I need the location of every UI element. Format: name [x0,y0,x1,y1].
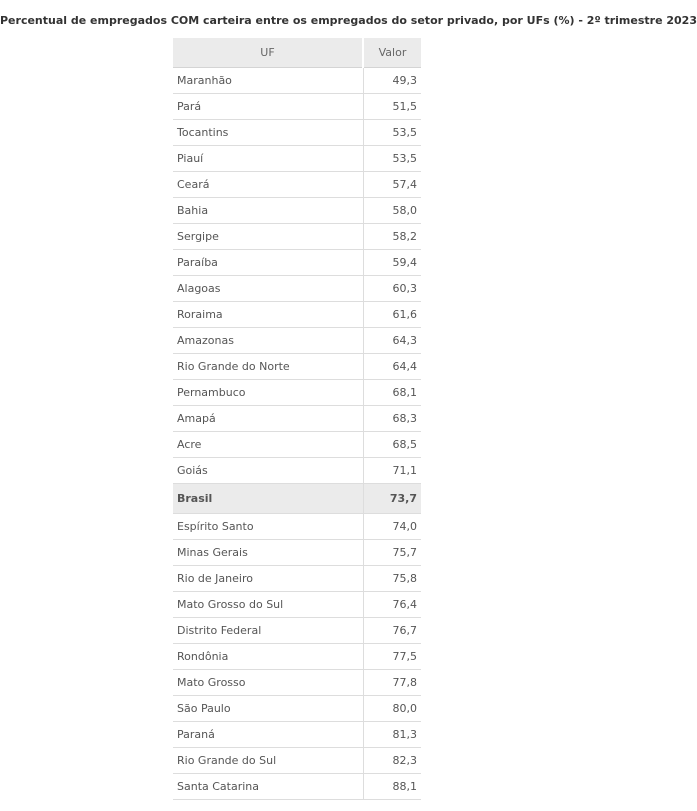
table-row [173,566,421,592]
table-row [173,406,421,432]
table-row [173,380,421,406]
table-row [173,250,421,276]
table-row [173,276,421,302]
cell-uf: Alagoas [173,276,363,302]
cell-uf: Paraíba [173,250,363,276]
cell-uf: Piauí [173,146,363,172]
cell-uf: Ceará [173,172,363,198]
table-row [173,302,421,328]
cell-uf: Amazonas [173,328,363,354]
cell-valor: 77,5 [363,644,421,670]
cell-uf: Rio Grande do Sul [173,748,363,774]
cell-uf: Paraná [173,722,363,748]
cell-valor: 75,7 [363,540,421,566]
table-row [173,458,421,484]
table-header-row [173,38,421,68]
table-row [173,722,421,748]
cell-uf: Mato Grosso [173,670,363,696]
cell-valor: 81,3 [363,722,421,748]
cell-valor: 59,4 [363,250,421,276]
table-row-highlight [173,484,421,514]
cell-uf: Minas Gerais [173,540,363,566]
cell-uf: Roraima [173,302,363,328]
table-row [173,432,421,458]
table-row [173,514,421,540]
cell-uf: Mato Grosso do Sul [173,592,363,618]
cell-uf: Rio Grande do Norte [173,354,363,380]
cell-valor: 77,8 [363,670,421,696]
table-body [173,68,421,800]
cell-valor: 53,5 [363,120,421,146]
cell-uf: Sergipe [173,224,363,250]
cell-uf: São Paulo [173,696,363,722]
cell-uf: Maranhão [173,68,363,94]
table-row [173,644,421,670]
cell-valor: 80,0 [363,696,421,722]
cell-uf: Tocantins [173,120,363,146]
cell-uf: Brasil [173,484,363,514]
table-row [173,146,421,172]
cell-valor: 58,0 [363,198,421,224]
column-header-valor[interactable]: Valor [363,38,421,68]
cell-valor: 60,3 [363,276,421,302]
cell-uf: Amapá [173,406,363,432]
table-row [173,748,421,774]
cell-uf: Distrito Federal [173,618,363,644]
table-row [173,696,421,722]
cell-uf: Acre [173,432,363,458]
table-row [173,120,421,146]
table-row [173,94,421,120]
cell-valor: 75,8 [363,566,421,592]
cell-valor: 73,7 [363,484,421,514]
cell-valor: 68,5 [363,432,421,458]
cell-valor: 58,2 [363,224,421,250]
table-row [173,172,421,198]
cell-uf: Espírito Santo [173,514,363,540]
table-row [173,328,421,354]
cell-uf: Goiás [173,458,363,484]
cell-valor: 51,5 [363,94,421,120]
cell-valor: 68,1 [363,380,421,406]
cell-uf: Rio de Janeiro [173,566,363,592]
cell-valor: 74,0 [363,514,421,540]
cell-valor: 76,7 [363,618,421,644]
cell-valor: 53,5 [363,146,421,172]
table-row [173,354,421,380]
column-header-uf[interactable]: UF [173,38,363,68]
table-row [173,592,421,618]
cell-valor: 57,4 [363,172,421,198]
cell-valor: 82,3 [363,748,421,774]
cell-uf: Bahia [173,198,363,224]
cell-valor: 71,1 [363,458,421,484]
table-row [173,224,421,250]
cell-valor: 68,3 [363,406,421,432]
cell-uf: Pernambuco [173,380,363,406]
table-row [173,670,421,696]
table-row [173,198,421,224]
chart-title: Percentual de empregados COM carteira entre os empregados do setor privado, por UFs (%) - 2º trimestre 2023 [0,14,697,27]
cell-valor: 88,1 [363,774,421,800]
cell-uf: Pará [173,94,363,120]
data-table [173,38,421,800]
cell-valor: 64,4 [363,354,421,380]
cell-valor: 49,3 [363,68,421,94]
cell-valor: 61,6 [363,302,421,328]
table-row [173,68,421,94]
cell-valor: 64,3 [363,328,421,354]
table-row [173,540,421,566]
table-row [173,774,421,800]
cell-uf: Rondônia [173,644,363,670]
cell-valor: 76,4 [363,592,421,618]
cell-uf: Santa Catarina [173,774,363,800]
table-row [173,618,421,644]
